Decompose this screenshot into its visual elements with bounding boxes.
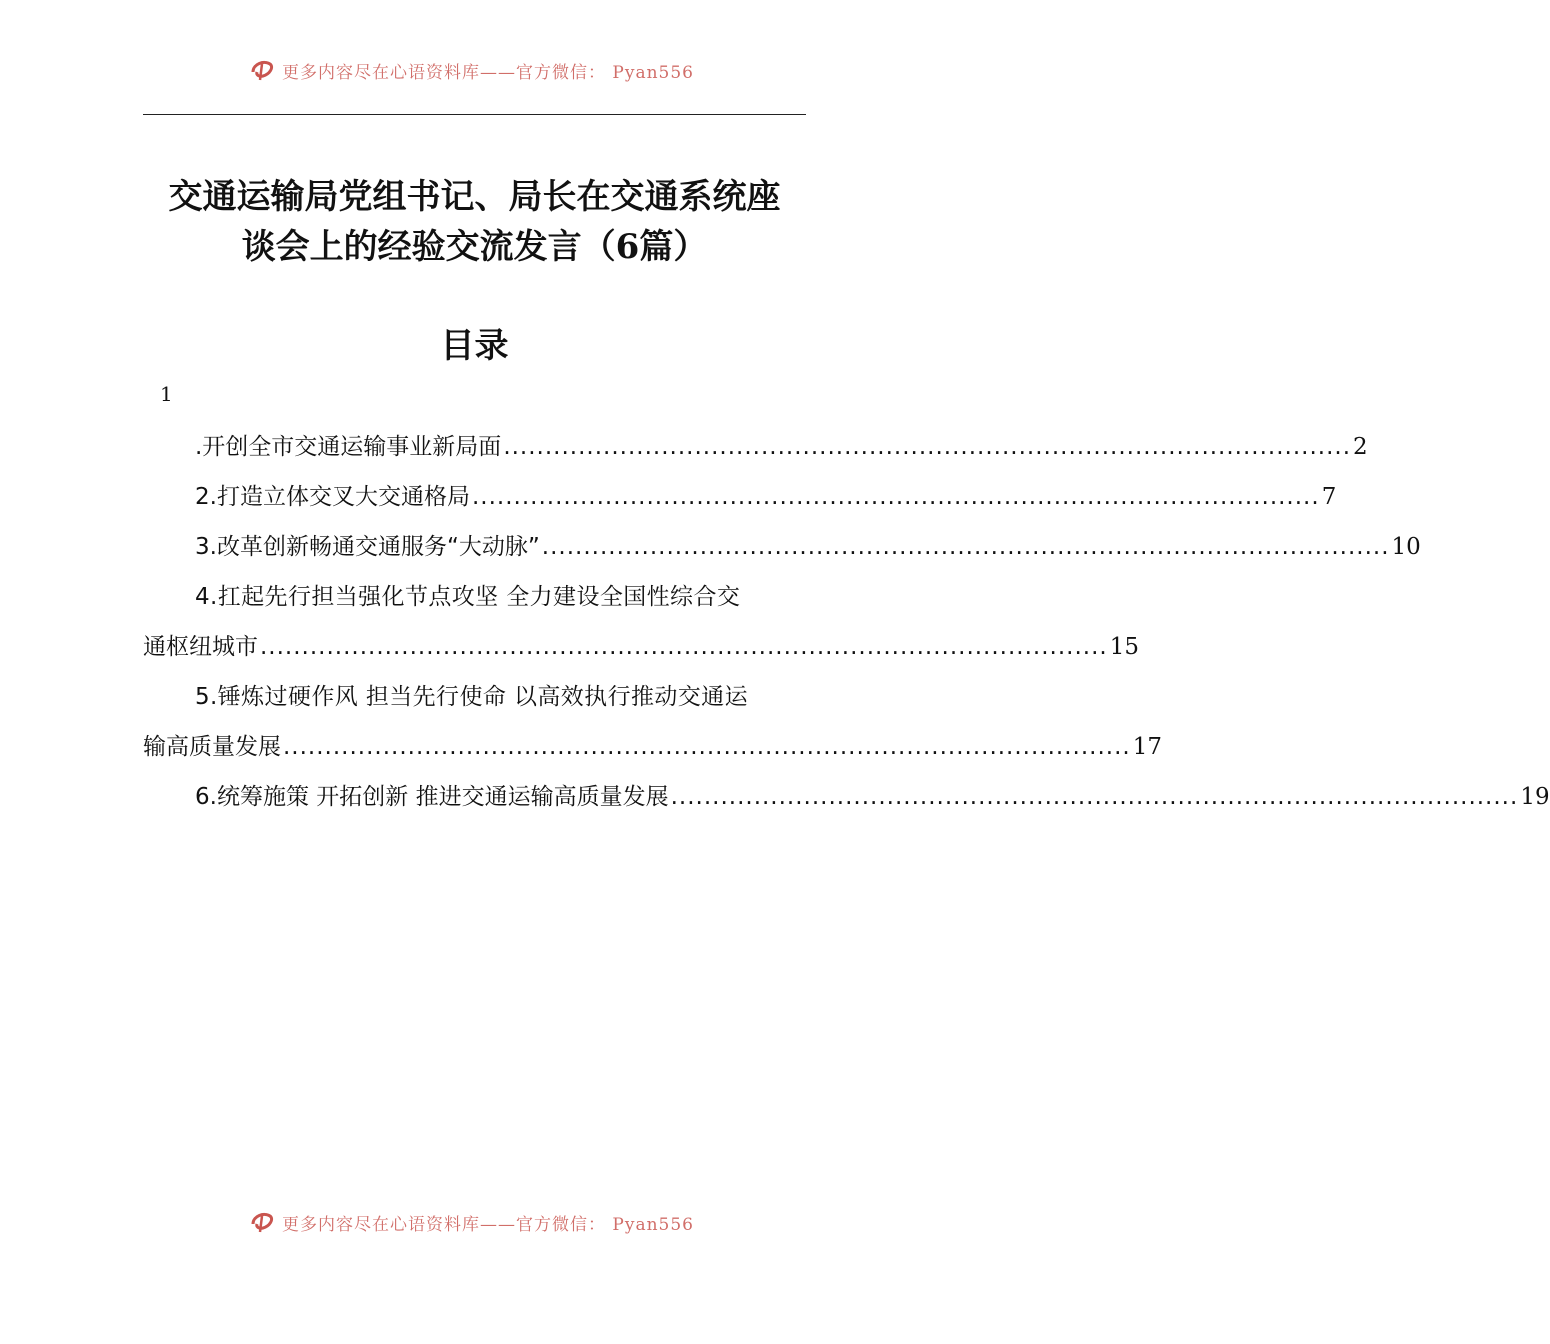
title-line-1: 交通运输局党组书记、局长在交通系统座 (168, 177, 781, 217)
toc-entry-label: 6.统筹施策 开拓创新 推进交通运输高质量发展 (195, 784, 669, 810)
toc-entry-4-line-1[interactable] (143, 572, 806, 622)
banner-text: 更多内容尽在心语资料库——官方微信： Pyan556 (282, 1214, 694, 1235)
toc-page-number: 15 (1109, 634, 1140, 660)
logo-icon (250, 58, 276, 82)
banner-text: 更多内容尽在心语资料库——官方微信： Pyan556 (282, 62, 694, 83)
header-divider (143, 114, 806, 115)
leader-dots: ...................................................................................................... (541, 534, 1390, 560)
leader-dots: ...................................................................................................... (471, 484, 1320, 510)
toc-entry-label-cont: 输高质量发展 (143, 734, 281, 760)
leader-dots: ...................................................................................................... (260, 634, 1108, 660)
document-title (143, 172, 806, 272)
toc-page-number: 10 (1391, 534, 1421, 560)
stray-number: 1 (160, 382, 173, 406)
toc-heading: 目录 (440, 326, 509, 366)
toc-entry-6[interactable] (143, 772, 1550, 822)
toc-entry-5-line-2[interactable] (143, 722, 1163, 772)
toc-entry-label: 4.扛起先行担当强化节点攻坚 全力建设全国性综合交 (195, 584, 741, 610)
toc-entry-3[interactable] (143, 522, 1421, 572)
toc-entry-2[interactable] (143, 472, 1337, 522)
toc-page-number: 17 (1132, 734, 1163, 760)
footer-banner (250, 1210, 730, 1234)
toc-entry-1[interactable] (143, 422, 1368, 472)
header-banner (250, 58, 730, 82)
toc-page-number: 19 (1520, 784, 1550, 810)
table-of-contents (143, 422, 1550, 822)
toc-page-number: 2 (1353, 434, 1368, 460)
leader-dots: ...................................................................................................... (283, 734, 1131, 760)
logo-icon (250, 1210, 276, 1234)
title-line-2: 谈会上的经验交流发言（6篇） (241, 227, 708, 267)
toc-entry-label: .开创全市交通运输事业新局面 (195, 434, 502, 460)
leader-dots: ...................................................................................................... (670, 784, 1519, 810)
toc-entry-label-cont: 通枢纽城市 (143, 634, 258, 660)
toc-page-number: 7 (1321, 484, 1337, 510)
toc-entry-label: 2.打造立体交叉大交通格局 (195, 484, 470, 510)
toc-entry-label: 3.改革创新畅通交通服务“大动脉” (195, 534, 540, 560)
toc-entry-5-line-1[interactable] (143, 672, 806, 722)
toc-entry-4-line-2[interactable] (143, 622, 1140, 672)
leader-dots: ...................................................................................................... (503, 434, 1352, 460)
toc-entry-label: 5.锤炼过硬作风 担当先行使命 以高效执行推动交通运 (195, 684, 748, 710)
